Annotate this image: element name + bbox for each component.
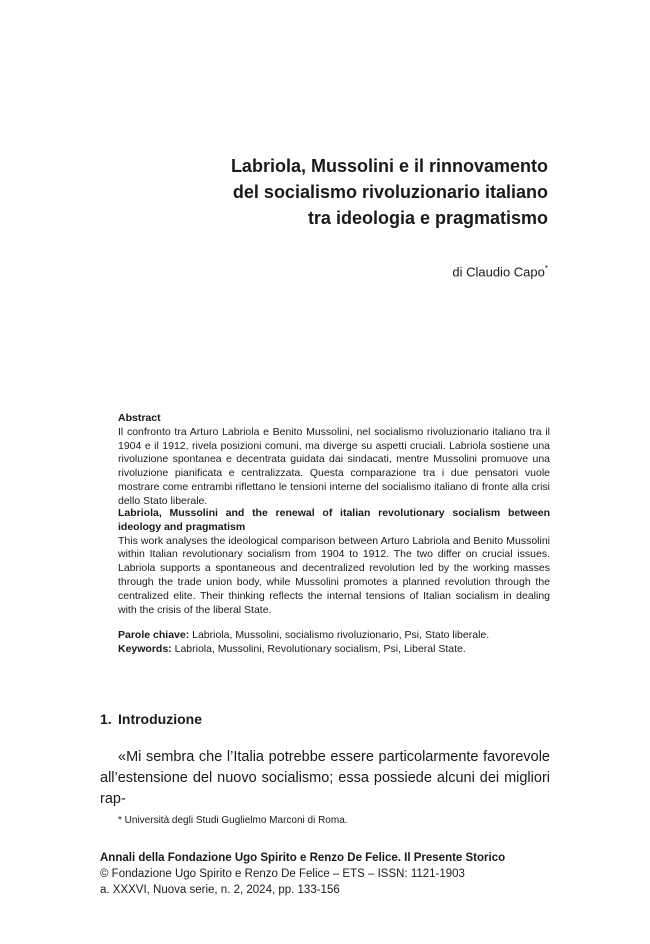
- issue-line: a. XXXVI, Nuova serie, n. 2, 2024, pp. 133-156: [100, 884, 340, 896]
- title-line-3: tra ideologia e pragmatismo: [307, 208, 548, 228]
- abstract-italian-text: Il confronto tra Arturo Labriola e Benito Mussolini, nel socialismo rivoluzionario italiano tra il 1904 e il 1912, rivela posizioni comuni, ma diverge su aspetti cruciali. Labriola sostiene una rivoluzione spontanea e decentrata guidata dai sindacati, mentre Mussolini promuove una rivoluzione pianificata e centralizzata. Questa comparazione tra i due pensatori vuole mostrare come entrambi riflettano le tensioni interne del socialismo italiano di fronte alla crisi dello Stato liberale.: [118, 425, 550, 507]
- title-line-2: del socialismo rivoluzionario italiano: [232, 182, 548, 202]
- section-title: Introduzione: [118, 711, 202, 727]
- author-footnote-mark: *: [544, 264, 548, 273]
- body-line-1: «Mi sembra che l’Italia potrebbe essere particolarmente favorevole: [118, 749, 550, 765]
- article-title: [128, 153, 548, 231]
- journal-name: Annali della Fondazione Ugo Spirito e Renzo De Felice. Il Presente Storico: [100, 852, 506, 864]
- abstract-english: [118, 507, 550, 617]
- author-byline: [452, 264, 548, 279]
- abstract-english-text: This work analyses the ideological comparison between Arturo Labriola and Benito Mussolini within Italian revolutionary socialism from 1904 to 1912. The two differ on crucial issues. Labriola supports a spontaneous and decentralized revolution led by the working masses through the trade union body, while Mussolini promotes a planned revolution through the centralized elite. Their thinking reflects the internal tensions of Italian socialism in dealing with the crisis of the liberal State.: [118, 534, 550, 616]
- keywords-english-text: Labriola, Mussolini, Revolutionary socialism, Psi, Liberal State.: [171, 642, 466, 655]
- keywords-english: [118, 643, 550, 657]
- section-heading: [100, 711, 202, 727]
- keywords-italian: [118, 629, 550, 643]
- author-name: di Claudio Capo: [452, 264, 545, 280]
- body-paragraph: [100, 747, 550, 810]
- body-line-2: all’estensione del nuovo socialismo; essa possiede alcuni dei migliori rap-: [100, 770, 550, 807]
- footnote: * Università degli Studi Guglielmo Marconi di Roma.: [118, 815, 348, 826]
- section-number: 1.: [100, 711, 112, 727]
- title-line-1: Labriola, Mussolini e il rinnovamento: [230, 156, 548, 176]
- page-footer: [100, 850, 550, 898]
- keywords-italian-text: Labriola, Mussolini, socialismo rivoluzionario, Psi, Stato liberale.: [189, 629, 490, 641]
- abstract-italian: [118, 412, 550, 509]
- keywords-block: [118, 629, 550, 657]
- keywords-english-label: Keywords:: [118, 642, 172, 655]
- abstract-heading: Abstract: [118, 412, 161, 424]
- copyright-line: © Fondazione Ugo Spirito e Renzo De Felice – ETS – ISSN: 1121-1903: [100, 868, 465, 880]
- keywords-italian-label: Parole chiave:: [118, 629, 190, 641]
- abstract-english-title: Labriola, Mussolini and the renewal of italian revolutionary socialism between ideology and pragmatism: [118, 507, 550, 533]
